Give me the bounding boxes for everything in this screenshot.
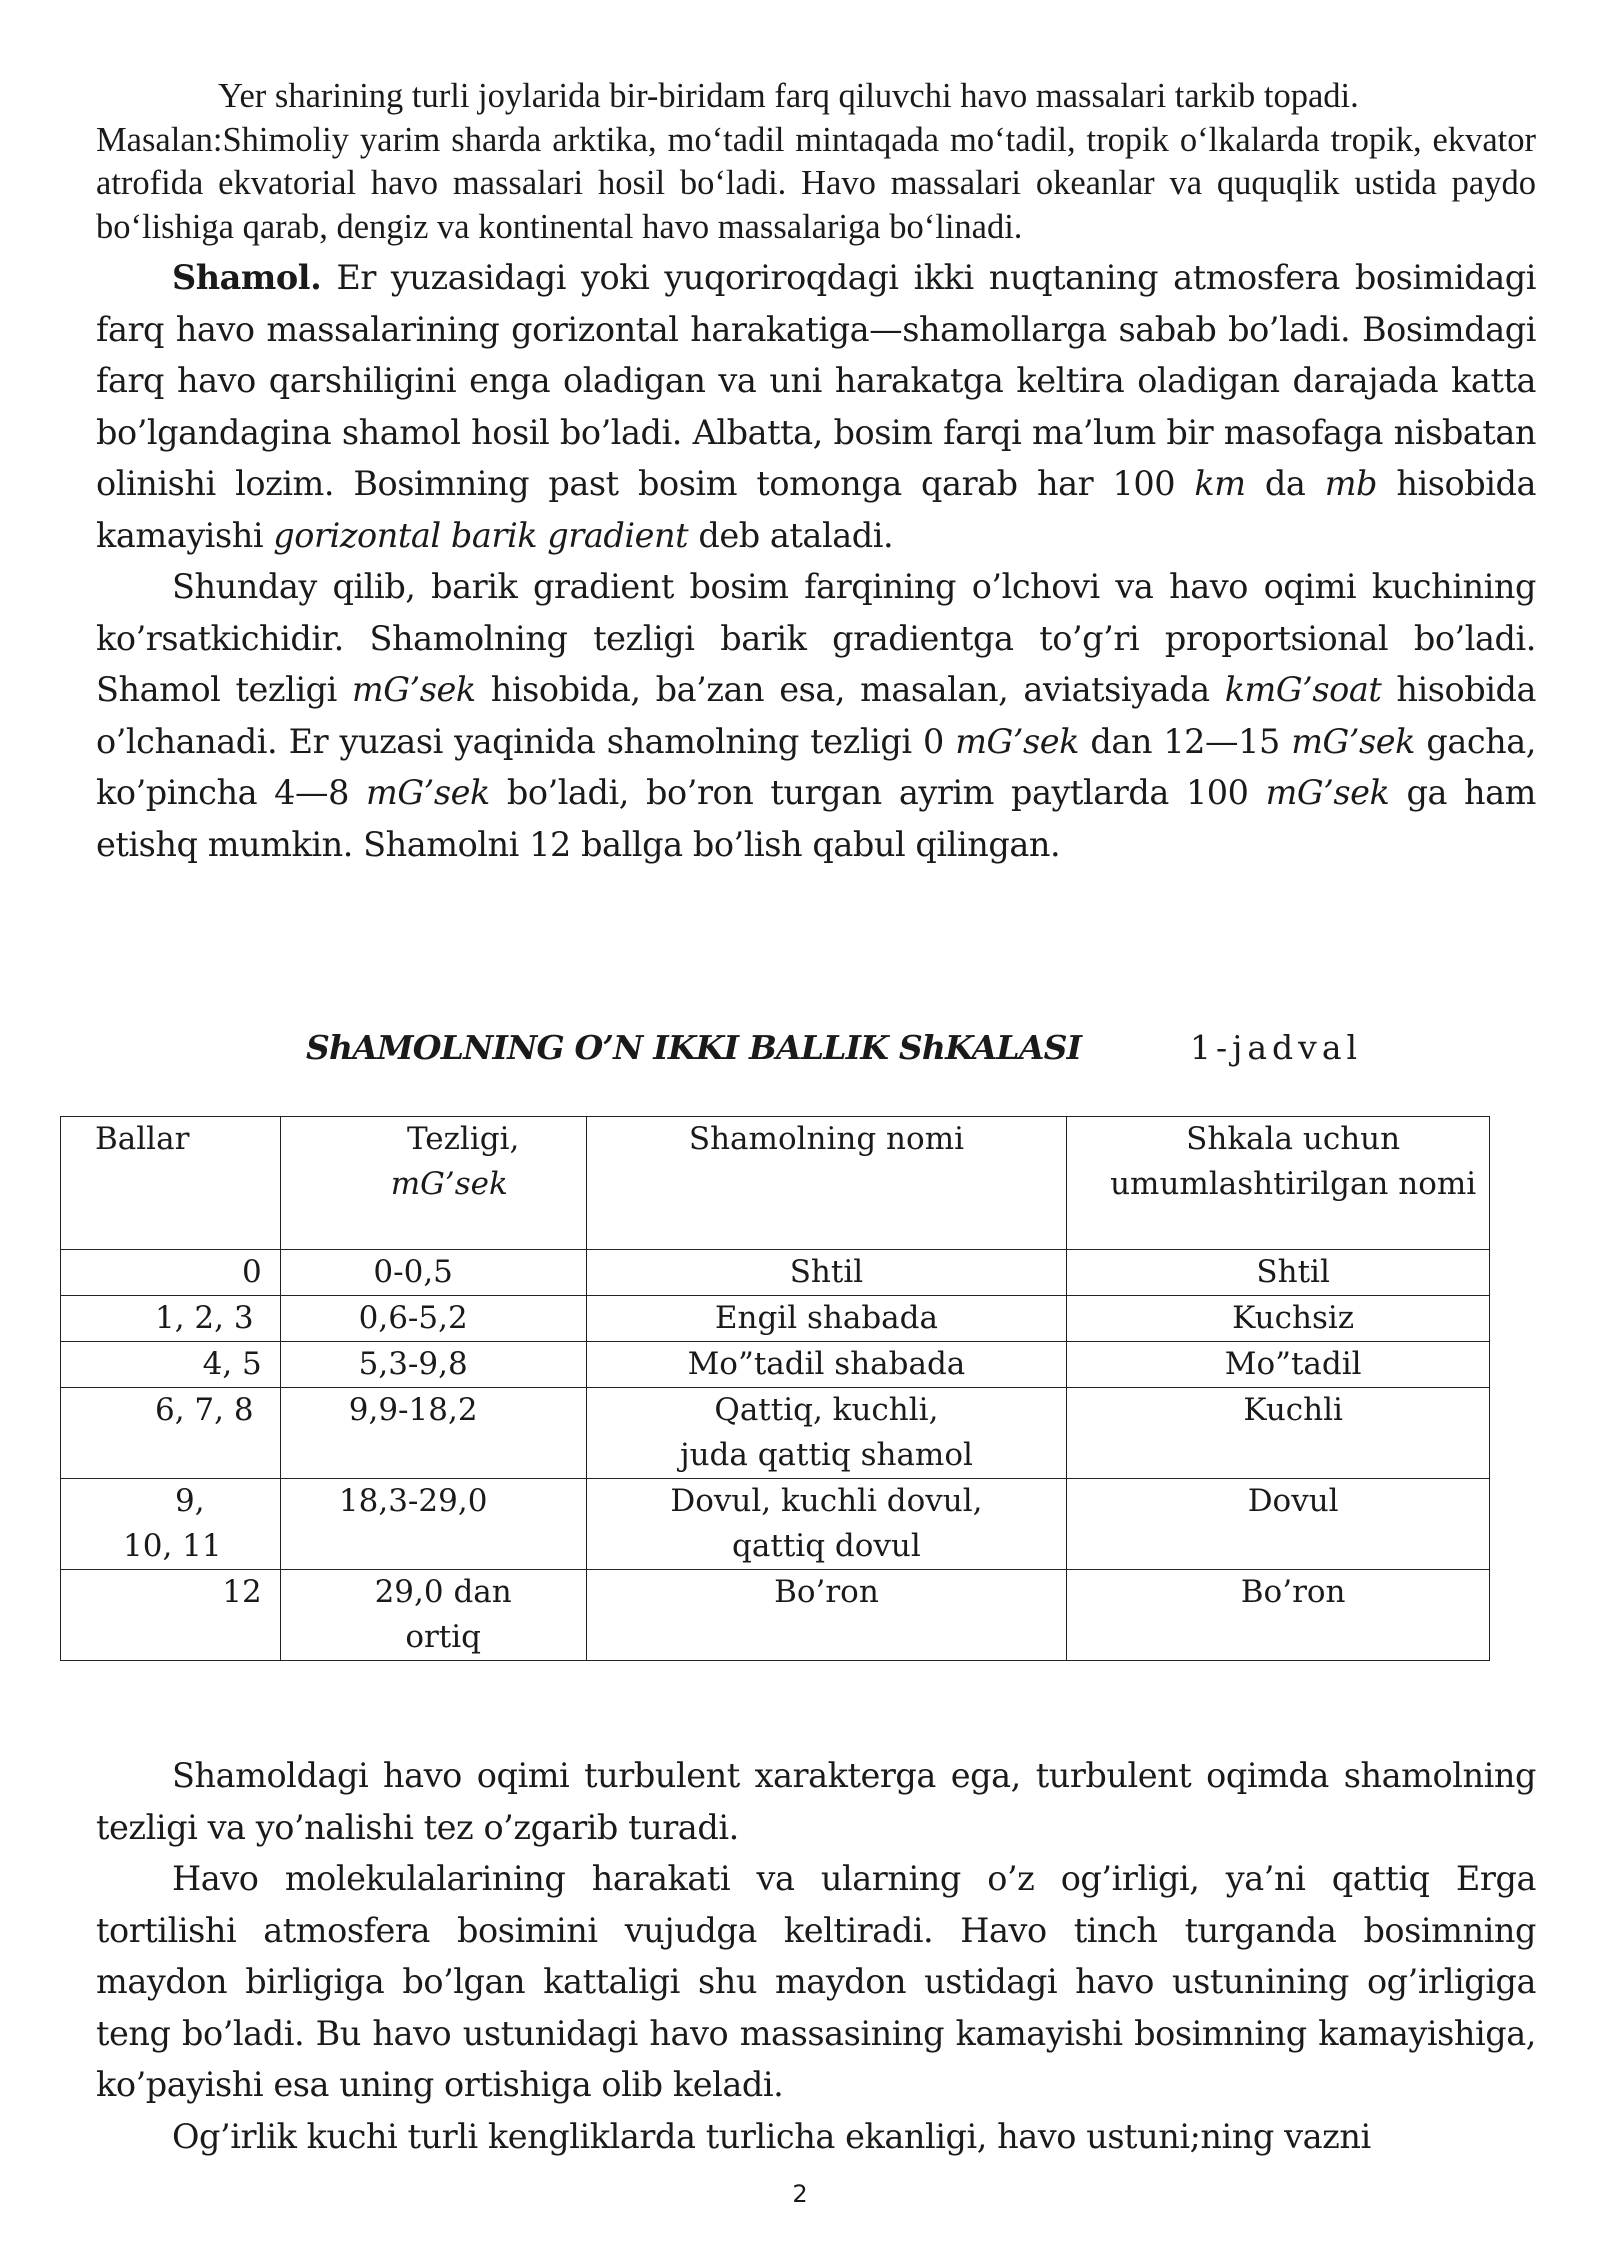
table-row: [61, 1388, 1490, 1479]
text-run: Er yuzasidagi yoki yuqoriroqdagi ikki nuqtaning atmosfera bosimidagi farq havo massalarining gorizontal harakatiga—shamollarga sabab bo’ladi. Bosimdagi farq havo qarshiligini enga oladigan va uni harakatga keltira oladigan darajada katta bo’lgandagina shamol hosil bo’ladi. Albatta, bosim farqi ma’lum bir masofaga nisbatan olinishi lozim. Bosimning past bosim tomonga qarab har 100: [96, 258, 1536, 503]
header-tezligi-label: Tezligi,: [406, 1121, 520, 1157]
page-number: 2: [792, 2180, 808, 2208]
intro-continuation: Masalan:Shimoliy yarim sharda arktika, mo‘tadil mintaqada mo‘tadil, tropik o‘lkalarda tropik, ekvator atrofida ekvatorial havo massalari hosil bo‘ladi. Havo massalari okeanlar va ququqlik ustida paydo bo‘lishiga qarab, dengiz va kontinental havo massalariga bo‘linadi.: [96, 120, 1536, 246]
paragraph-pressure: Havo molekulalarining harakati va ularning o’z og’irligi, ya’ni qattiq Erga tortilishi atmosfera bosimini vujudga keltiradi. Havo tinch turganda bosimning maydon birligiga bo’lgan kattaligi shu maydon ustidagi havo ustunining og’irligiga teng bo’ladi. Bu havo ustunidagi havo massasining kamayishi bosimning kamayishiga, ko’payishi esa uning ortishiga olib keladi.: [96, 1859, 1536, 2104]
text-run: dan 12—15: [1078, 721, 1292, 761]
cell-name: Dovul, kuchli dovul, qattiq dovul: [586, 1479, 1067, 1570]
unit-km: km: [1194, 464, 1246, 503]
cell-ball-text: 9, 10, 11: [123, 1483, 222, 1564]
paragraph-gravity: Og’irlik kuchi turli kengliklarda turlicha ekanligi, havo ustuni;ning vazni: [172, 2116, 1371, 2156]
table-row: [61, 1570, 1490, 1661]
table-row: [61, 1342, 1490, 1388]
header-tezligi: [280, 1117, 586, 1250]
paragraph-turbulent: Shamoldagi havo oqimi turbulent xarakterga ega, turbulent oqimda shamolning tezligi va yo’nalishi tez o’zgarib turadi.: [96, 1756, 1536, 1847]
text-run: da: [1245, 464, 1325, 503]
cell-ball-text: 1, 2, 3: [155, 1300, 254, 1336]
table-header-row: [61, 1117, 1490, 1250]
cell-ball: [61, 1479, 281, 1570]
table-number: 1-jadval: [1190, 1028, 1363, 1067]
table-title: ShAMOLNING O’N IKKI BALLIK ShKALASI: [306, 1028, 1082, 1067]
cell-general: Kuchsiz: [1067, 1296, 1490, 1342]
text-run: gacha, ko’pincha 4—8: [96, 721, 1537, 812]
text-run: bo’ladi, bo’ron turgan ayrim paytlarda 100: [489, 773, 1266, 812]
cell-general: Bo’ron: [1067, 1570, 1490, 1661]
wind-section: [96, 252, 1536, 870]
table-row: [61, 1296, 1490, 1342]
unit-ms: mG’sek: [1291, 721, 1415, 761]
unit-mb: mb: [1324, 464, 1378, 503]
cell-name: Bo’ron: [586, 1570, 1067, 1661]
cell-ball-text: 6, 7, 8: [155, 1392, 254, 1428]
cell-speed: 0,6-5,2: [280, 1296, 586, 1342]
table-row: [61, 1479, 1490, 1570]
cell-ball: 0: [61, 1250, 281, 1296]
unit-kmh: kmG’soat: [1224, 670, 1382, 709]
cell-ball: 4, 5: [61, 1342, 281, 1388]
unit-ms: mG’sek: [366, 773, 490, 812]
cell-name: Qattiq, kuchli, juda qattiq shamol: [586, 1388, 1067, 1479]
wind-paragraph-1: [96, 252, 1536, 561]
wind-scale-table: [60, 1116, 1490, 1661]
cell-ball: [61, 1296, 281, 1342]
cell-general: Mo”tadil: [1067, 1342, 1490, 1388]
cell-speed: 5,3-9,8: [280, 1342, 586, 1388]
header-shkala: Shkala uchun umumlashtirilgan nomi: [1067, 1117, 1490, 1250]
cell-name: Mo”tadil shabada: [586, 1342, 1067, 1388]
cell-speed: 9,9-18,2: [280, 1388, 586, 1479]
intro-first-line: Yer sharining turli joylarida bir-biridam farq qiluvchi havo massalari tarkib topadi.: [218, 77, 1359, 115]
table-row: [61, 1250, 1490, 1296]
text-run: hisobida o’lchanadi. Er yuzasi yaqinida shamolning tezligi 0: [96, 670, 1537, 761]
text-run: deb ataladi.: [688, 515, 894, 555]
term-gradient: gorizontal barik gradient: [273, 515, 689, 555]
cell-name: Shtil: [586, 1250, 1067, 1296]
cell-general: Shtil: [1067, 1250, 1490, 1296]
text-run: hisobida, ba’zan esa, masalan, aviatsiyada: [475, 670, 1225, 709]
section-heading: Shamol.: [172, 258, 322, 297]
wind-paragraph-2: [96, 561, 1536, 870]
unit-ms: mG’sek: [1265, 773, 1390, 812]
intro-paragraph: [96, 75, 1536, 249]
cell-speed: 0-0,5: [280, 1250, 586, 1296]
header-ballar: Ballar: [61, 1117, 281, 1250]
after-table-section: [96, 1750, 1536, 2162]
text-run: Shunday qilib, barik gradient bosim farqining o’lchovi va havo oqimi kuchining ko’rsatkichidir. Shamolning tezligi barik gradientga to’g’ri proportsional bo’ladi. Shamol tezligi: [96, 567, 1536, 709]
cell-ball: [61, 1388, 281, 1479]
header-tezligi-unit: mG’sek: [390, 1166, 508, 1202]
table-caption: [0, 1020, 1600, 1080]
unit-ms: mG’sek: [955, 721, 1079, 761]
text-run: hisobida kamayishi: [96, 464, 1536, 555]
cell-ball: 12: [61, 1570, 281, 1661]
text-run: ga ham etishq mumkin. Shamolni 12 ballga bo’lish qabul qilingan.: [96, 773, 1536, 864]
cell-general: Dovul: [1067, 1479, 1490, 1570]
header-shamol-nomi: Shamolning nomi: [586, 1117, 1067, 1250]
unit-ms: mG’sek: [351, 670, 476, 709]
cell-name: Engil shabada: [586, 1296, 1067, 1342]
cell-speed: 18,3-29,0: [280, 1479, 586, 1570]
cell-general: Kuchli: [1067, 1388, 1490, 1479]
cell-speed: 29,0 dan ortiq: [280, 1570, 586, 1661]
